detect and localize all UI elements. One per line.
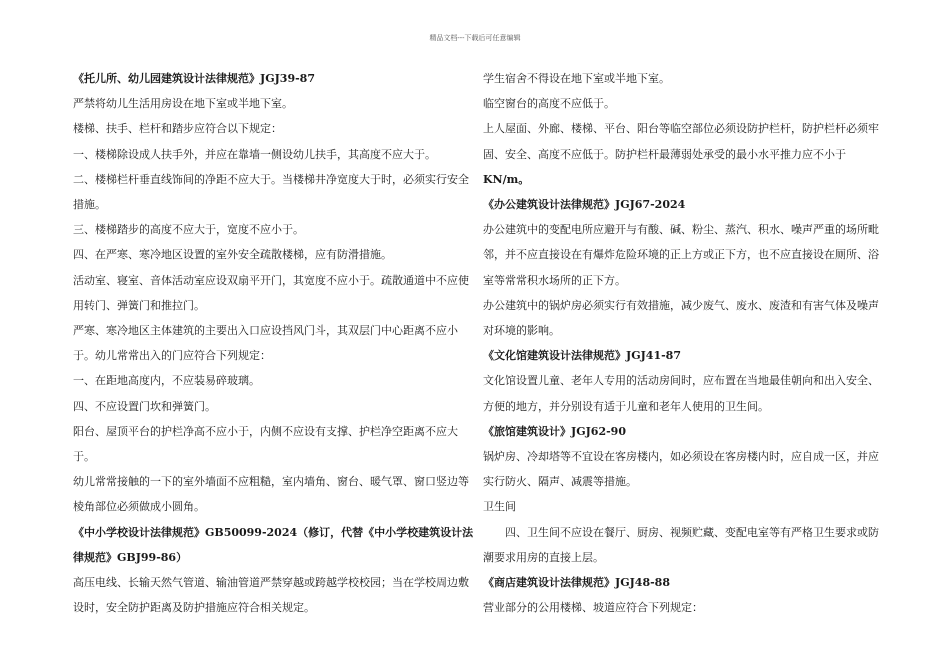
paragraph: 二、楼梯栏杆垂直线饰间的净距不应大于。当楼梯井净宽度大于时，必须实行安全措施。 (73, 172, 469, 212)
paragraph: 临空窗台的高度不应低于。 (483, 97, 615, 111)
section-heading: 《办公建筑设计法律规范》JGJ67-2024 (483, 198, 686, 212)
paragraph: 卫生间 (483, 500, 516, 514)
paragraph: 阳台、屋顶平台的护栏净高不应小于，内侧不应设有支撑、护栏净空距离不应大于。 (73, 424, 458, 464)
paragraph: 一、楼梯除设成人扶手外，并应在靠墙一侧设幼儿扶手，其高度不应大于。 (73, 147, 436, 161)
section-heading: 《中小学校设计法律规范》GB50099-2024（修订，代替《中小学校建筑设计法律规范》GBJ99-86） (73, 525, 474, 564)
section-heading: 《商店建筑设计法律规范》JGJ48-88 (483, 576, 670, 590)
paragraph: 活动室、寝室、音体活动室应设双扇平开门，其宽度不应小于。疏散通道中不应使用转门、弹簧门和推拉门。 (73, 273, 469, 312)
paragraph: 营业部分的公用楼梯、坡道应符合下列规定： (483, 601, 703, 615)
right-column (483, 66, 881, 620)
section-heading: 《文化馆建筑设计法律规范》JGJ41-87 (483, 349, 681, 363)
paragraph: 四、卫生间不应设在餐厅、厨房、视频贮藏、变配电室等有严格卫生要求或防潮要求用房的直接上层。 (483, 525, 879, 564)
section-heading: KN/m。 (483, 172, 530, 186)
paragraph: 锅炉房、冷却塔等不宜设在客房楼内，如必须设在客房楼内时，应自成一区，并应实行防火、隔声、减震等措施。 (483, 450, 879, 489)
paragraph: 学生宿舍不得设在地下室或半地下室。 (483, 72, 670, 85)
section-heading: 《旅馆建筑设计》JGJ62-90 (483, 424, 626, 438)
paragraph: 严寒、寒冷地区主体建筑的主要出入口应设挡风门斗，其双层门中心距离不应小于。幼儿常常出入的门应符合下列规定： (73, 324, 458, 363)
paragraph: 办公建筑中的变配电所应避开与有酸、碱、粉尘、蒸汽、积水、噪声严重的场所毗邻，并不应直接设在有爆炸危险环境的正上方或正下方，也不应直接设在厕所、浴室等常常积水场所的正下方。 (483, 223, 879, 287)
paragraph: 三、楼梯踏步的高度不应大于，宽度不应小于。 (73, 223, 304, 237)
paragraph: 四、不应设置门坎和弹簧门。 (73, 399, 216, 413)
paragraph: 办公建筑中的锅炉房必须实行有效措施，减少废气、废水、废渣和有害气体及噪声对环境的影响。 (483, 298, 879, 338)
section-heading: 《托儿所、幼儿园建筑设计法律规范》JGJ39-87 (73, 72, 315, 85)
paragraph: 文化馆设置儿童、老年人专用的活动房间时，应布置在当地最佳朝向和出入安全、方便的地方，并分别设有适于儿童和老年人使用的卫生间。 (483, 374, 879, 413)
paragraph: 幼儿常常接触的一下的室外墙面不应粗糙，室内墙角、窗台、暖气罩、窗口竖边等棱角部位必须做成小圆角。 (73, 475, 469, 514)
paragraph: 楼梯、扶手、栏杆和踏步应符合以下规定： (73, 122, 282, 136)
paragraph: 严禁将幼儿生活用房设在地下室或半地下室。 (73, 97, 293, 111)
left-column (73, 66, 478, 620)
page-header: 精品文档---下载后可任意编辑 (429, 34, 521, 42)
paragraph: 上人屋面、外廊、楼梯、平台、阳台等临空部位必须设防护栏杆，防护栏杆必须牢固、安全、高度不应低于。防护栏杆最薄弱处承受的最小水平推力应不小于 (483, 122, 879, 161)
paragraph: 四、在严寒、寒冷地区设置的室外安全疏散楼梯，应有防滑措施。 (73, 248, 392, 262)
paragraph: 一、在距地高度内，不应装易碎玻璃。 (73, 374, 260, 388)
paragraph: 高压电线、长输天然气管道、输油管道严禁穿越或跨越学校校园；当在学校周边敷设时，安全防护距离及防护措施应符合相关规定。 (73, 576, 469, 615)
